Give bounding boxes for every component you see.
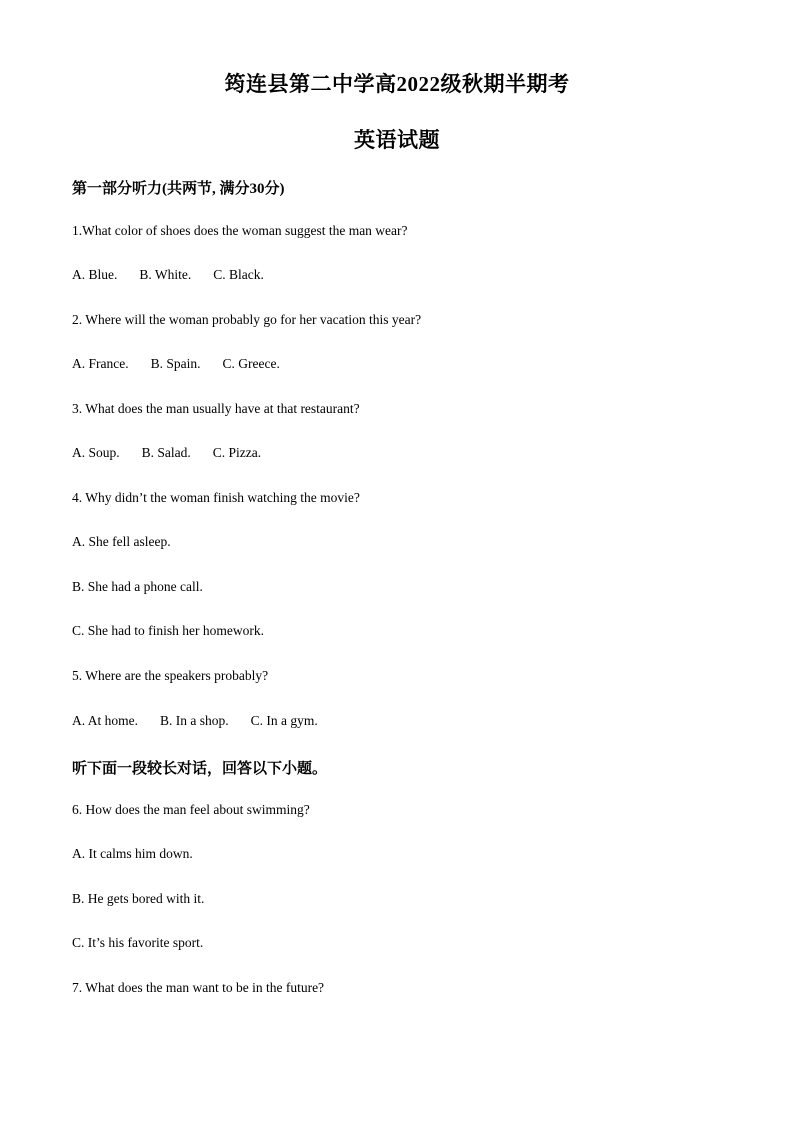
exam-subtitle: 英语试题 — [354, 128, 440, 152]
option-b: B. Salad. — [141, 445, 191, 460]
option-c: C. Black. — [213, 267, 264, 282]
option-c: C. Greece. — [222, 356, 280, 371]
option-a: A. France. — [72, 356, 129, 371]
option-b: B. In a shop. — [160, 713, 229, 728]
option-c: C. It’s his favorite sport. — [72, 935, 204, 950]
option-b: B. He gets bored with it. — [72, 891, 205, 906]
part1-heading: 第一部分听力(共两节, 满分30分) — [72, 181, 285, 197]
section-2-heading: 听下面一段较长对话，回答以下小题。 — [72, 761, 328, 777]
option-c: C. In a gym. — [250, 713, 318, 728]
option-a: A. It calms him down. — [72, 846, 193, 861]
option-a: A. Blue. — [72, 267, 118, 282]
option-a: A. Soup. — [72, 445, 120, 460]
exam-title: 筠连县第二中学高2022级秋期半期考 — [224, 72, 570, 96]
question-5: 5. Where are the speakers probably? — [72, 668, 269, 683]
question-1-options — [72, 267, 264, 283]
question-3-options — [72, 445, 261, 461]
option-a: A. At home. — [72, 713, 138, 728]
question-1: 1.What color of shoes does the woman suggest the man wear? — [72, 223, 408, 238]
option-b: B. White. — [139, 267, 192, 282]
option-b: B. She had a phone call. — [72, 579, 203, 594]
question-3: 3. What does the man usually have at that restaurant? — [72, 401, 360, 416]
question-6: 6. How does the man feel about swimming? — [72, 802, 310, 817]
question-7: 7. What does the man want to be in the future? — [72, 980, 325, 995]
option-c: C. Pizza. — [212, 445, 262, 460]
question-2: 2. Where will the woman probably go for her vacation this year? — [72, 312, 422, 327]
question-4: 4. Why didn’t the woman finish watching the movie? — [72, 490, 360, 505]
question-5-options — [72, 713, 318, 729]
option-b: B. Spain. — [150, 356, 201, 371]
option-c: C. She had to finish her homework. — [72, 623, 264, 638]
question-2-options — [72, 356, 280, 372]
option-a: A. She fell asleep. — [72, 534, 171, 549]
